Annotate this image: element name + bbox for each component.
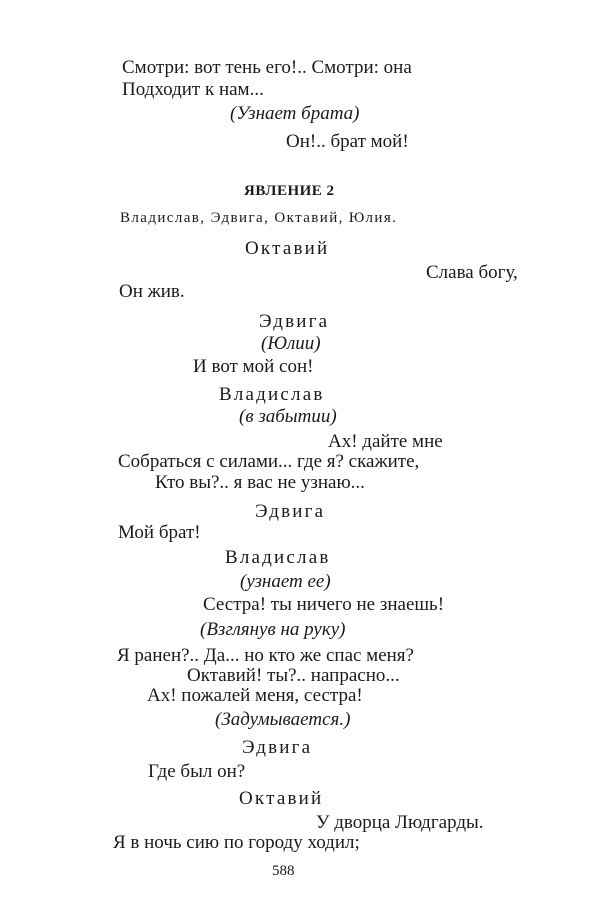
verse-line: Я ранен?.. Да... но кто же спас меня? [117,645,414,666]
speaker-name: Эдвига [255,501,326,522]
stage-direction: (Взглянув на руку) [200,619,346,640]
verse-line: Сестра! ты ничего не знаешь! [203,594,445,615]
verse-line: У дворца Людгарды. [316,812,484,833]
verse-line: Мой брат! [118,522,201,543]
stage-direction: (Узнает брата) [230,103,360,124]
scene-cast: Владислав, Эдвига, Октавий, Юлия. [120,210,398,226]
verse-line: Он жив. [119,281,185,302]
verse-line: Ах! пожалей меня, сестра! [147,685,363,706]
speaker-name: Эдвига [259,311,330,332]
stage-direction: (Задумывается.) [215,709,351,730]
verse-line: Слава богу, [426,262,518,283]
verse-line: Подходит к нам... [122,79,264,100]
speaker-name: Владислав [225,547,331,568]
stage-direction: (в забытии) [239,406,337,427]
scene-heading: ЯВЛЕНИЕ 2 [244,183,335,199]
verse-line: Он!.. брат мой! [286,131,409,152]
stage-direction: (Юлии) [261,333,321,354]
verse-line: Смотри: вот тень его!.. Смотри: она [122,57,412,78]
speaker-name: Эдвига [242,737,313,758]
speaker-name: Владислав [219,384,325,405]
verse-line: И вот мой сон! [193,356,314,377]
verse-line: Где был он? [148,761,246,782]
stage-direction: (узнает ее) [240,571,331,592]
verse-line: Октавий! ты?.. напрасно... [187,665,400,686]
verse-line: Собраться с силами... где я? скажите, [118,451,420,472]
speaker-name: Октавий [239,788,324,809]
verse-line: Я в ночь сию по городу ходил; [113,832,360,853]
speaker-name: Октавий [245,238,330,259]
verse-line: Ах! дайте мне [328,431,443,452]
page-number: 588 [272,863,295,879]
verse-line: Кто вы?.. я вас не узнаю... [155,472,365,493]
